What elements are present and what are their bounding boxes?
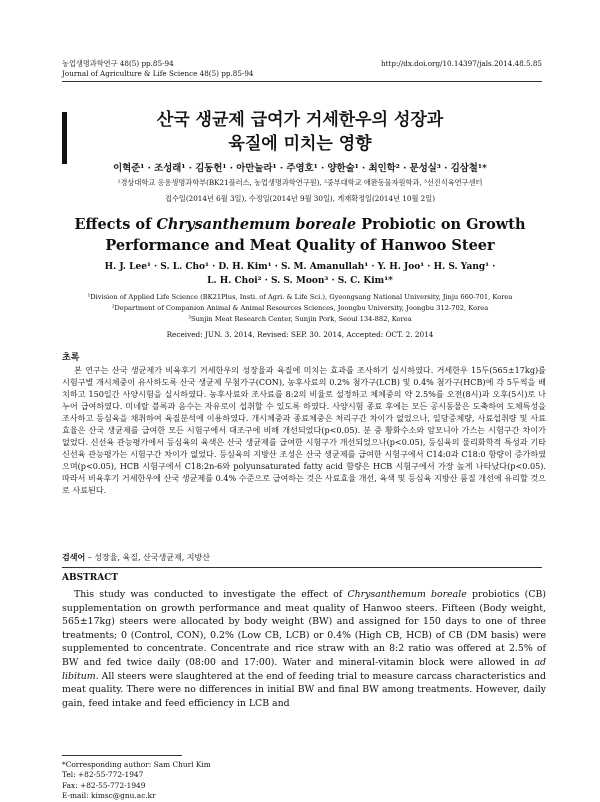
abstract-en-libitum: ad libitum (62, 656, 546, 682)
journal-name-en: Journal of Agriculture & Life Science 48(5) pp.85-94 (62, 69, 254, 78)
doi-link[interactable]: http://dx.doi.org/10.14397/jals.2014.48.5.85 (380, 59, 542, 68)
abstract-en-heading: ABSTRACT (62, 573, 119, 583)
keywords-label: 검색어 (62, 552, 86, 562)
footnote-email[interactable]: E-mail: kimsc@gnu.ac.kr (62, 791, 156, 801)
footnote-rule (62, 755, 182, 756)
abstract-kr-body: 본 연구는 산국 생균제가 비육후기 거세한우의 성장율과 육질에 미치는 효과를 조사하기 실시하였다. 거세한우 15두(565±17kg)를 시험구별 개시체중이 유사하도록 산국 생균제 무첨가구(CON), 농후사료의 0.2% 첨가구(LCB) 및 0.4% 첨가구(HCB)에 각 5두씩을 배치하고 150일간 사양시험을 실시하였다. 농후사료와 조사료를 8:2의 비율로 설정하고 체체중의 약 2.5%를 오전(8시)과 오후(5시)로 나누어 급여하였다. 미네랄 블록과 음수는 자유로이 섭취할 수 있도록 하였다. 사양시험 종료 후에는 모든 공시동물은 도축하여 도체특성을 조사하고 등심육을 채취하여 육질분석에 이용하였다. 개시체중과 종료체중은 처리구간 차이가 없었으나, 일당증체량, 사료섭취량 및 사료효율은 산국 생균제를 급여한 모든 시험구에서 대조구에 비해 개선되었다(p<0.05). 분 중 황화수소와 암모니아 가스는 시험구간 차이가 없었다. 신선육 관능평가에서 등심육의 육색은 산국 생균제를 급여한 시험구가 개선되었으나(p<0.05), 등심육의 물리화학적 특성과 기타 신선육 관능평가는 시험구간 차이가 없었다. 등심육의 지방산 조성은 산국 생균제를 급여한 시험구에서 C14:0과 C18:0 함량이 증가하였으며(p<0.05), HCB 시험구에서 C18:2n-6와 polyunsaturated fatty acid 함량은 HCB 시험구에서 가장 높게 나타났다(p<0.05). 따라서 비육후기 거세한우에 산국 생균제를 0.4% 수준으로 급여하는 것은 사료효율 개선, 육색 및 등심육 지방산 품질 개선에 유리할 것으로 사료된다. (62, 365, 546, 496)
affiliation-en-2: ²Department of Companion Animal & Animal Resources Sciences, Joongbu University, Joongbu 312-702, Korea (111, 304, 489, 312)
journal-name-kr: 농업생명과학연구 48(5) pp.85-94 (62, 59, 174, 68)
section-rule (62, 567, 542, 568)
affiliations-kr: ¹경상대학교 응용생명과학부(BK21플러스, 농업생명과학연구원), ²중부대학교 애완동물자원학과, ³선진식육연구센터 (117, 178, 483, 187)
footnote-tel: Tel: +82-55-772-1947 (62, 770, 144, 780)
footnote-fax: Fax: +82-55-772-1949 (62, 780, 146, 790)
authors-en-line2: L. H. Choi² · S. S. Moon³ · S. C. Kim¹* (207, 276, 393, 286)
title-en-species: Chrysanthemum boreale (156, 216, 357, 233)
title-en-post: Probiotic on Growth (356, 216, 526, 233)
running-header (62, 59, 542, 79)
title-kr-line2: 육질에 미치는 영향 (228, 134, 372, 154)
received-dates: Received: JUN. 3. 2014, Revised: SEP. 30. 2014, Accepted: OCT. 2. 2014 (166, 330, 434, 339)
footnote (62, 760, 211, 802)
title-en-line2: Performance and Meat Quality of Hanwoo Steer (105, 237, 495, 254)
abstract-en-species: Chrysanthemum boreale (347, 589, 467, 600)
authors-kr: 이혁준¹ · 조성래¹ · 김동헌¹ · 아만눌라¹ · 주영호¹ · 양한술¹ · 최인학² · 문성실³ · 김삼철¹* (113, 163, 487, 174)
affiliation-en-1: ¹Division of Applied Life Science (BK21Plus, Insti. of Agri. & Life Sci.), Gyeongsang National University, Jinju 660-701, Korea (87, 293, 513, 301)
dates-kr: 접수일(2014년 6월 3일), 수정일(2014년 9월 30일), 게재확정일(2014년 10월 2일) (165, 194, 435, 203)
abstract-en-mid: probiotics (CB) supplementation on growth performance and meat quality of Hanwoo steers. Fifteen (Body weight, 565±17kg) steers were allocated by body weight (BW) and assigned for 150 days to one of three treatments; 0 (Control, CON), 0.2% (Low CB, LCB) or 0.4% (High CB, HCB) of CB (DM basis) were supplemented to concentrate. Concentrate and rice straw with an 8:2 ratio was offered at 2.5% of BW and fed twice daily (08:00 and 17:00). Water and mineral-vitamin block were allowed in (62, 589, 546, 668)
title-en-line1 (0, 216, 600, 233)
abstract-kr-heading: 초록 (62, 353, 80, 363)
title-kr-line1: 산국 생균제 급여가 거세한우의 성장과 (156, 110, 444, 130)
keywords-kr (62, 552, 210, 563)
keywords-text: – 성장율, 육질, 산국생균제, 지방산 (85, 553, 210, 562)
title-en-pre: Effects of (74, 216, 157, 233)
authors-en-line1: H. J. Lee¹ · S. L. Cho¹ · D. H. Kim¹ · S. M. Amanullah¹ · Y. H. Joo¹ · H. S. Yang¹ · (104, 262, 496, 272)
corresponding-author: *Corresponding author: Sam Churl Kim (62, 760, 211, 769)
affiliation-en-3: ³Sunjin Meat Research Center, Sunjin Pork, Seoul 134-882, Korea (188, 315, 412, 323)
abstract-en-pre: This study was conducted to investigate the effect of (74, 589, 348, 600)
header-rule (62, 81, 542, 82)
abstract-en-post: . All steers were slaughtered at the end of feeding trial to measure carcass characteristics and meat quality. There were no differences in initial BW and final BW among treatments. However, daily gain, feed intake and feed efficiency in LCB and (62, 670, 546, 709)
abstract-en-body (62, 588, 546, 710)
